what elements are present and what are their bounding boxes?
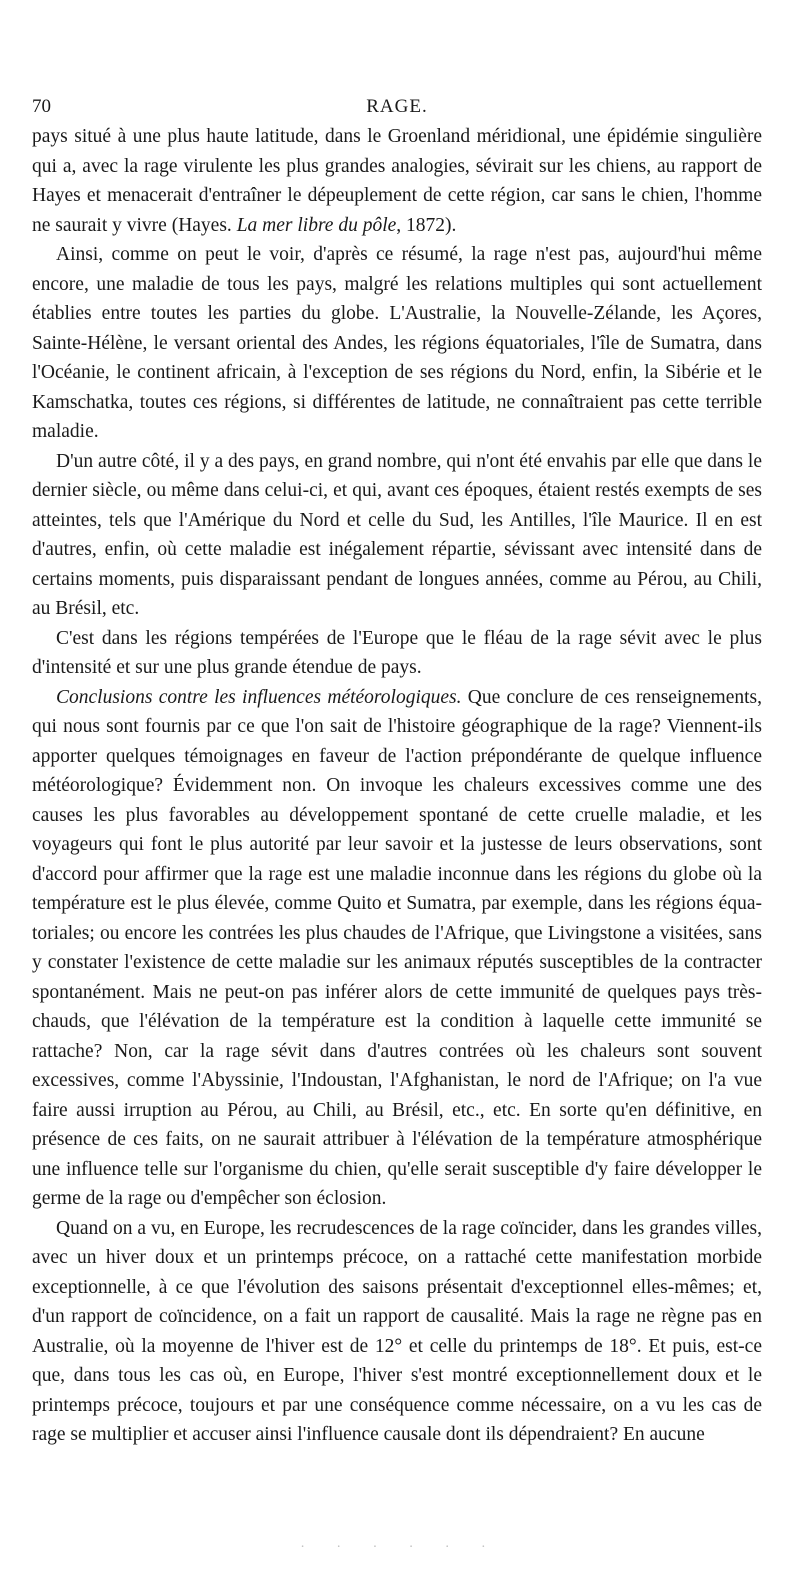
- paragraph-6: Quand on a vu, en Europe, les recrudescences de la rage coïncider, dans les grandes villes, avec un hiver doux et un printemps précoce, on a rattaché cette manifestation morbide exceptionnelle, à ce que l'évolution des saisons présentait d'exceptionnel elles-mêmes; et, d'un rapport de coïncidence, on a fait un rapport de causalité. Mais la rage ne règne pas en Australie, où la moyenne de l'hiver est de 12° et celle du printemps de 18°. Et puis, est-ce que, dans tous les cas où, en Europe, l'hiver s'est montré exceptionnellement doux et le printemps précoce, toujours et par une conséquence comme nécessaire, on a vu les cas de rage se multiplier et accuser ainsi l'influence causale dont ils dépendraient? En aucune: [32, 1217, 762, 1445]
- page-body: [32, 122, 762, 1450]
- paragraph-text: , 1872).: [396, 214, 457, 236]
- scan-artifact-dots: · · · · · ·: [300, 1540, 500, 1555]
- paragraph-text: Que conclure de ces renseignements, qui nous sont fournis par ce que l'on sait de l'histoire géographique de la rage? Viennent-ils apporter quelques témoignages en faveur de l'action prépondérante de quelque influence météorologique? Évidemment non. On invoque les chaleurs excessives comme une des causes les plus favorables au développement spontané de cette cruelle maladie, et les voyageurs qui font le plus autorité par leur savoir et la justesse de leurs observations, sont d'accord pour affirmer que la rage est une maladie inconnue dans les régions du globe où la température est le plus élevée, comme Quito et Sumatra, par exemple, dans les régions équatoriales; ou encore les contrées les plus chaudes de l'Afrique, que Livingstone a visitées, sans y constater l'existence de cette maladie sur les animaux réputés susceptibles de la contracter spontanément. Mais ne peut-on pas inférer alors de cette immunité de quelques pays très-chauds, que l'élévation de la température est la condition à laquelle cette immunité se rattache? Non, car la rage sévit dans d'autres contrées où les chaleurs sont souvent excessives, comme l'Abyssinie, l'Indoustan, l'Afghanistan, le nord de l'Afrique; on l'a vue faire aussi irruption au Pérou, au Chili, au Brésil, etc., etc. En sorte qu'en définitive, en présence de ces faits, on ne saurait attribuer à l'élévation de la température atmosphérique une influence telle sur l'organisme du chien, qu'elle serait susceptible d'y faire développer le germe de la rage ou d'empêcher son éclosion.: [32, 686, 762, 1209]
- running-title: RAGE.: [366, 96, 428, 117]
- section-heading: Conclusions contre les influences météorologiques.: [56, 686, 462, 708]
- cited-title: La mer libre du pôle: [236, 214, 397, 236]
- paragraph-5: [32, 683, 762, 1214]
- paragraph-3: D'un autre côté, il y a des pays, en grand nombre, qui n'ont été envahis par elle que dans le dernier siècle, ou même dans celui-ci, et qui, avant ces époques, étaient restés exempts de ses atteintes, tels que l'Amérique du Nord et celle du Sud, les Antilles, l'île Maurice. Il en est d'autres, enfin, où cette maladie est inégalement répartie, sévissant avec intensité dans de certains moments, puis disparaissant pendant de longues années, comme au Pérou, au Chili, au Brésil, etc.: [32, 450, 762, 619]
- paragraph-text: pays situé à une plus haute latitude, dans le Groenland méridional, une épidémie singulière qui a, avec la rage virulente les plus grandes analogies, sévirait sur les chiens, au rapport de Hayes et menacerait d'entraîner le dépeuplement de cette région, car sans le chien, l'homme ne saurait y vivre (Hayes.: [32, 126, 762, 236]
- paragraph-2: Ainsi, comme on peut le voir, d'après ce résumé, la rage n'est pas, aujourd'hui même encore, une maladie de tous les pays, malgré les relations multiples qui sont actuellement établies entre toutes les parties du globe. L'Australie, la Nouvelle-Zélande, les Açores, Sainte-Hélène, le versant oriental des Andes, les régions équatoriales, l'île de Sumatra, dans l'Océanie, le continent africain, à l'exception de ses régions du Nord, enfin, la Sibérie et le Kamschatka, toutes ces régions, si différentes de latitude, ne connaîtraient pas cette terrible maladie.: [32, 244, 762, 442]
- paragraph-4: C'est dans les régions tempérées de l'Europe que le fléau de la rage sévit avec le plus d'intensité et sur une plus grande étendue de pays.: [32, 627, 762, 678]
- page-number: 70: [32, 96, 51, 117]
- page-header: [32, 92, 762, 122]
- paragraph-1: [32, 122, 762, 240]
